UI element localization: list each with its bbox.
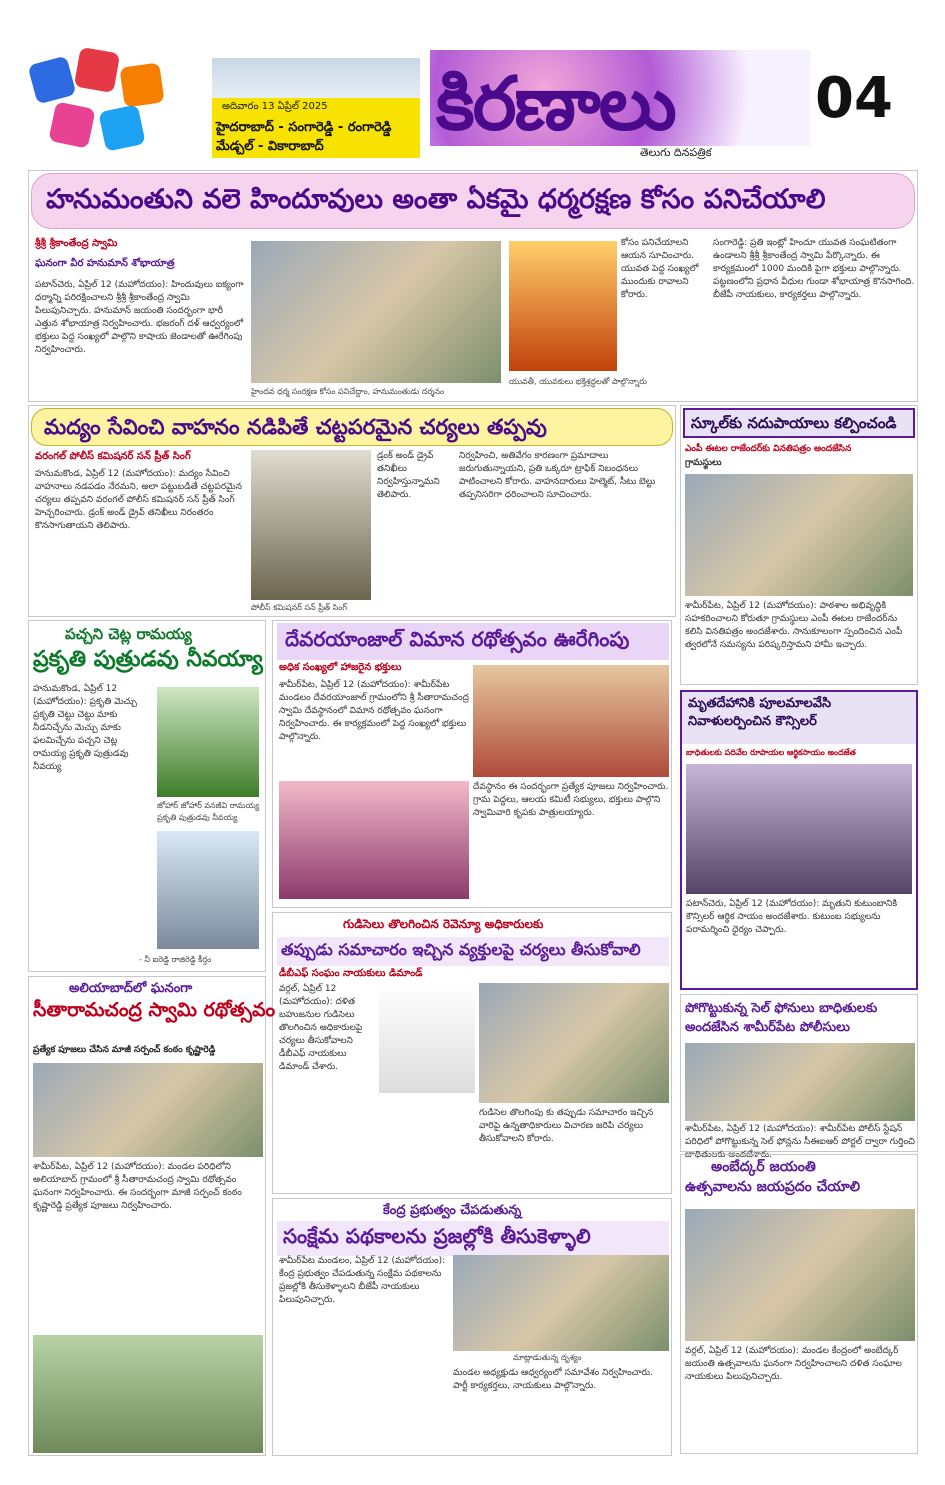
body-text: శామీర్‌పేట, ఏప్రిల్ 12 (మహోదయం): శామీర్‌పేట మండలం దేవరయాంజాల్ గ్రామంలోని శ్రీ సీతారామచంద్ర స్వామి దేవస్థానంలో విమాన రథోత్సవం ఘనంగా నిర్వహించారు. ఈ కార్యక్రమంలో పెద్ద సంఖ్యలో భక్తులు పాల్గొన్నారు.: [279, 680, 469, 742]
caption: ప్రకృతి పుత్రుడవు నీవయ్య: [157, 813, 238, 822]
headline: మద్యం సేవించి వాహనం నడిపితే చట్టపరమైన చర్యలు తప్పవు: [31, 408, 673, 446]
caption: యువతీ, యువకులు భక్తిశ్రద్ధలతో పాల్గొన్నారు: [509, 377, 647, 386]
headline: సీతారామచంద్ర స్వామి రథోత్సవం: [33, 999, 276, 1021]
commissioner-photo: [251, 450, 371, 600]
subheading: శ్రీశ్రీ శ్రీకాంతేంద్ర స్వామి: [35, 238, 118, 249]
caption: పోలీస్ కమిషనర్ సన్ ప్రీత్ సింగ్: [251, 603, 347, 612]
headline: హనుమంతుని వలె హిందూవులు అంతా ఏకమై ధర్మరక్షణ కోసం పనిచేయాలి: [31, 173, 915, 229]
temple-photo: [279, 781, 469, 899]
body-text: దేవస్థానం ఈ సందర్భంగా ప్రత్యేక పూజలు నిర్వహించారు. గ్రామ పెద్దలు, ఆలయ కమిటీ సభ్యులు, భక్తులు పాల్గొని స్వామివారి కృపకు పాత్రులయ్యారు.: [473, 782, 669, 818]
tribute-photo: [686, 764, 912, 894]
skyline-image: [212, 58, 420, 98]
portrait-photo: [157, 687, 259, 797]
title: పచ్చని చెట్ల రామయ్య: [65, 625, 192, 643]
group-photo: [33, 1063, 263, 1157]
caption: హైందవ ధర్మ సంరక్షణ కోసం పనిచేద్దాం, హనుమంతుడు దర్శనం: [251, 387, 445, 396]
story-school: [680, 405, 918, 685]
body-text: కోసం పనిచేయాలని ఆయన సూచించారు. యువత పెద్ద సంఖ్యలో ముందుకు రావాలని కోరారు.: [621, 238, 699, 300]
headline: స్కూల్‌కు నదుపాయాలు కల్పించండి: [683, 408, 915, 438]
child-hanuman-photo: [509, 241, 617, 371]
caption: జోహార్ జోహార్ వనజీవి రామయ్య: [157, 801, 260, 810]
meeting-photo: [453, 1255, 669, 1351]
group-photo: [685, 1209, 915, 1341]
body-text: సంగారెడ్డి: ప్రతి ఇంట్లో హిందూ యువత సంఘటితంగా ఉండాలని శ్రీశ్రీ శ్రీకాంతేంద్ర స్వామి పేర్కొన్నారు. ఈ కార్యక్రమంలో 1000 మందికి పైగా భక్తులు పాల్గొన్నారు. పట్టణంలోని ప్రధాన వీధుల గుండా శోభాయాత్ర కొనసాగింది. బీజేపీ నాయకులు, కార్యకర్తలు పాల్గొన్నారు.: [713, 238, 915, 300]
headline: సంక్షేమ పథకాలను ప్రజల్లోకి తీసుకెళ్ళాలి: [277, 1221, 669, 1256]
headline: ఉత్సవాలను జయప్రదం చేయాలి: [685, 1179, 861, 1195]
headline: అంబేద్కర్ జయంతి: [711, 1159, 816, 1175]
story-welfare-schemes: [272, 1198, 672, 1456]
newspaper-tagline: తెలుగు దినపత్రిక: [640, 146, 712, 159]
procession-photo: [251, 241, 501, 383]
body-text: వర్గల్, ఏప్రిల్ 12 (మహోదయం): మండల కేంద్రంలో అంబేద్కర్ జయంతి ఉత్సవాలను ఘనంగా నిర్వహించాలని దళిత సంఘాల నాయకులు పిలుపునిచ్చారు.: [685, 1346, 902, 1382]
body-text: వర్గల్, ఏప్రిల్ 12 (మహోదయం): దళిత బహుజనుల గుడిసెలు తొలగించిన అధికారులపై చర్యలు తీసుకోవాలని డీబీఎఫ్ నాయకులు డిమాండ్ చేశారు.: [279, 984, 363, 1072]
headline: మృతదేహానికి పూలమాలవేసి నివాళులర్పించిన కౌన్సిలర్: [682, 692, 916, 744]
body-text: హనుమకొండ, ఏప్రిల్ 12 (మహోదయం): మద్యం సేవించి వాహనాలు నడపడం నేరమని, అలా పట్టుబడితే చట్టపరమైన చర్యలు తప్పవని వరంగల్ పోలీస్ కమిషనర్ సన్ ప్రీత్ సింగ్ హెచ్చరించారు. డ్రంక్ అండ్ డ్రైవ్ తనిఖీలు నిరంతరం కొనసాగుతాయని తెలిపారు.: [35, 469, 243, 531]
body-text: శామీర్‌పేట, ఏప్రిల్ 12 (మహోదయం): పాఠశాల అభివృద్ధికి సహకరించాలని కోరుతూ గ్రామస్థులు ఎంపీ ఈటల రాజేందర్‌ను కలిసి వినతిపత్రం అందజేశారు. సానుకూలంగా స్పందించిన ఎంపీ త్వరలోనే సమస్యను పరిష్కరిస్తామని హామీ ఇచ్చారు.: [685, 601, 903, 650]
author-photo: [157, 831, 259, 949]
story-huts-removal: [272, 912, 672, 1194]
story-phones-returned: [680, 994, 918, 1160]
body-text: శామీర్‌పేట మండలం, ఏప్రిల్ 12 (మహోదయం): కేంద్ర ప్రభుత్వం చేపడుతున్న సంక్షేమ పథకాలను ప్రజల్లోకి తీసుకెళ్ళాలని బీజేపీ నాయకులు పిలుపునిచ్చారు.: [279, 1256, 446, 1305]
body-text: శామీర్‌పేట, ఏప్రిల్ 12 (మహోదయం): శామీర్‌పేట పోలీస్ స్టేషన్ పరిధిలో పోగొట్టుకున్న సెల్ ఫోన్లను సీఈఐఆర్ పోర్టల్ ద్వారా గుర్తించి బాధితులకు అందజేశారు.: [685, 1124, 915, 1160]
subheading: అధిక సంఖ్యలో హాజరైన భక్తులు: [279, 662, 402, 673]
poem-text: హనుమకొండ, ఏప్రిల్ 12 (మహోదయం): ప్రకృతి మెచ్చు ప్రకృతి చెట్టు చెట్టు మాకు నీడనిచ్చేను మెచ్చు మాకు ఫలమిచ్చేను పచ్చని చెట్ల రామయ్య ప్రకృతి పుత్రుడవు నీవయ్య: [33, 684, 137, 772]
story-drunk-driving: [28, 405, 676, 617]
story-ramayya: [28, 620, 266, 972]
newspaper-title: కిరణాలు: [436, 61, 675, 147]
subheading: గ్రామస్థులు: [685, 458, 722, 468]
body-text: శామీర్‌పేట, ఏప్రిల్ 12 (మహోదయం): మండల పరిధిలోని అలియాబాద్ గ్రామంలో శ్రీ సీతారామచంద్ర స్వామి రథోత్సవం ఘనంగా నిర్వహించారు. ఈ సందర్భంగా మాజీ సర్పంచ్ కంఠం కృష్ణారెడ్డి ప్రత్యేక పూజలు నిర్వహించారు.: [33, 1162, 242, 1211]
subheading: డీబీఎఫ్ సంఘం నాయకులు డిమాండ్: [279, 968, 423, 979]
kicker: కేంద్ర ప్రభుత్వం చేపడుతున్న: [383, 1203, 522, 1218]
body-text: గుడిసెల తొలగింపు కు తప్పుడు సమాచారం ఇచ్చిన వారిపై ఉన్నతాధికారులు విచారణ జరిపి చర్యలు తీసుకోవాలని కోరారు.: [479, 1108, 654, 1144]
protest-photo: [479, 983, 669, 1103]
social-icons-graphic: [22, 50, 182, 155]
edition-cities: హైదరాబాద్ - సంగారెడ్డి - రంగారెడ్డి మేడ్చల్ - వికారాబాద్: [216, 120, 392, 154]
group-photo-2: [33, 1335, 263, 1453]
story-ambedkar-jayanti: [680, 1154, 918, 1454]
kicker: గుడిసెలు తొలగించిన రెవెన్యూ అధికారులకు: [343, 917, 544, 931]
page-number: 04: [815, 66, 893, 131]
body-text: నిర్వహించి, అతివేగం కారణంగా ప్రమాదాలు జరుగుతున్నాయని, ప్రతి ఒక్కరూ ట్రాఫిక్ నిబంధనలు పాటించాలని కోరారు. వాహనదారులు హెల్మెట్, సీటు బెల్టు తప్పనిసరిగా ధరించాలని సూచించారు.: [459, 451, 656, 500]
body-text: పటాన్‌చెరు, ఏప్రిల్ 12 (మహోదయం): హిందువులు ఐక్యంగా ధర్మాన్ని పరిరక్షించాలని శ్రీశ్రీ శ్రీకాంతేంద్ర స్వామి పిలుపునిచ్చారు. హనుమాన్ జయంతి సందర్భంగా భారీ ఎత్తున శోభాయాత్ర నిర్వహించారు. భజరంగ్ దళ్ ఆధ్వర్యంలో భక్తులు పెద్ద సంఖ్యలో పాల్గొని కాషాయ జెండాలతో ఊరేగింపు నిర్వహించారు.: [35, 280, 244, 355]
headline: పోగొట్టుకున్న సెల్ ఫోనులు బాధితులకు అందజేసిన శామీర్‌పేట పోలీసులు: [685, 1001, 878, 1035]
title: ప్రకృతి పుత్రుడవు నీవయ్యా: [33, 647, 263, 672]
police-photo: [685, 1043, 915, 1121]
body-text: పటాన్‌చెరు, ఏప్రిల్ 12 (మహోదయం): మృతుని కుటుంబానికి కౌన్సిలర్ ఆర్థిక సాయం అందజేశారు. కుటుంబ సభ్యులను పరామర్శించి ధైర్యం చెప్పారు.: [686, 899, 898, 935]
headline: తప్పుడు సమాచారం ఇచ్చిన వ్యక్తులపై చర్యలు తీసుకోవాలి: [277, 937, 669, 966]
headline: దేవరయాంజాల్ విమాన రథోత్సవం ఊరేగింపు: [277, 623, 669, 660]
subheading: బాధితులకు పదివేల రూపాయల ఆర్థికసాయం అందజేత: [686, 748, 856, 757]
story-councillor: [680, 690, 918, 990]
body-text: డ్రంక్ అండ్ డ్రైవ్ తనిఖీలు నిర్వహిస్తున్నామని తెలిపారు.: [377, 451, 440, 500]
subheading: ఎంపీ ఈటల రాజేందర్‌కు వినతిపత్రం అందజేసిన: [685, 444, 852, 454]
body-text: మండల అధ్యక్షుడు ఆధ్వర్యంలో సమావేశం నిర్వహించారు. పార్టీ కార్యకర్తలు, నాయకులు పాల్గొన్నారు.: [453, 1368, 653, 1391]
document-photo: [379, 983, 475, 1093]
kicker: అలియాబాద్‌లో ఘనంగా: [69, 981, 193, 996]
story-hanuman: [28, 170, 918, 402]
issue-date: అదివారం 13 ఏప్రిల్ 2025: [222, 101, 328, 112]
story-vimana-rathotsavam: [272, 620, 672, 908]
story-aliabad-rathotsavam: [28, 976, 276, 1456]
chariot-photo: [473, 665, 669, 777]
group-photo: [685, 474, 913, 596]
subheading: ఘనంగా వీర హనుమాన్ శోభాయాత్ర: [35, 258, 175, 269]
subheading: వరంగల్ పోలీస్ కమిషనర్ సన్ ప్రీత్ సింగ్: [35, 451, 191, 462]
caption: మాట్లాడుతున్న దృశ్యం: [513, 1353, 582, 1362]
subheading: ప్రత్యేక పూజలు చేసిన మాజీ సర్పంచ్ కంఠం కృష్ణారెడ్డి: [33, 1045, 216, 1055]
author-credit: - నీ ఐరెడ్డి రాజిరెడ్డి కీర్తం: [139, 955, 212, 964]
